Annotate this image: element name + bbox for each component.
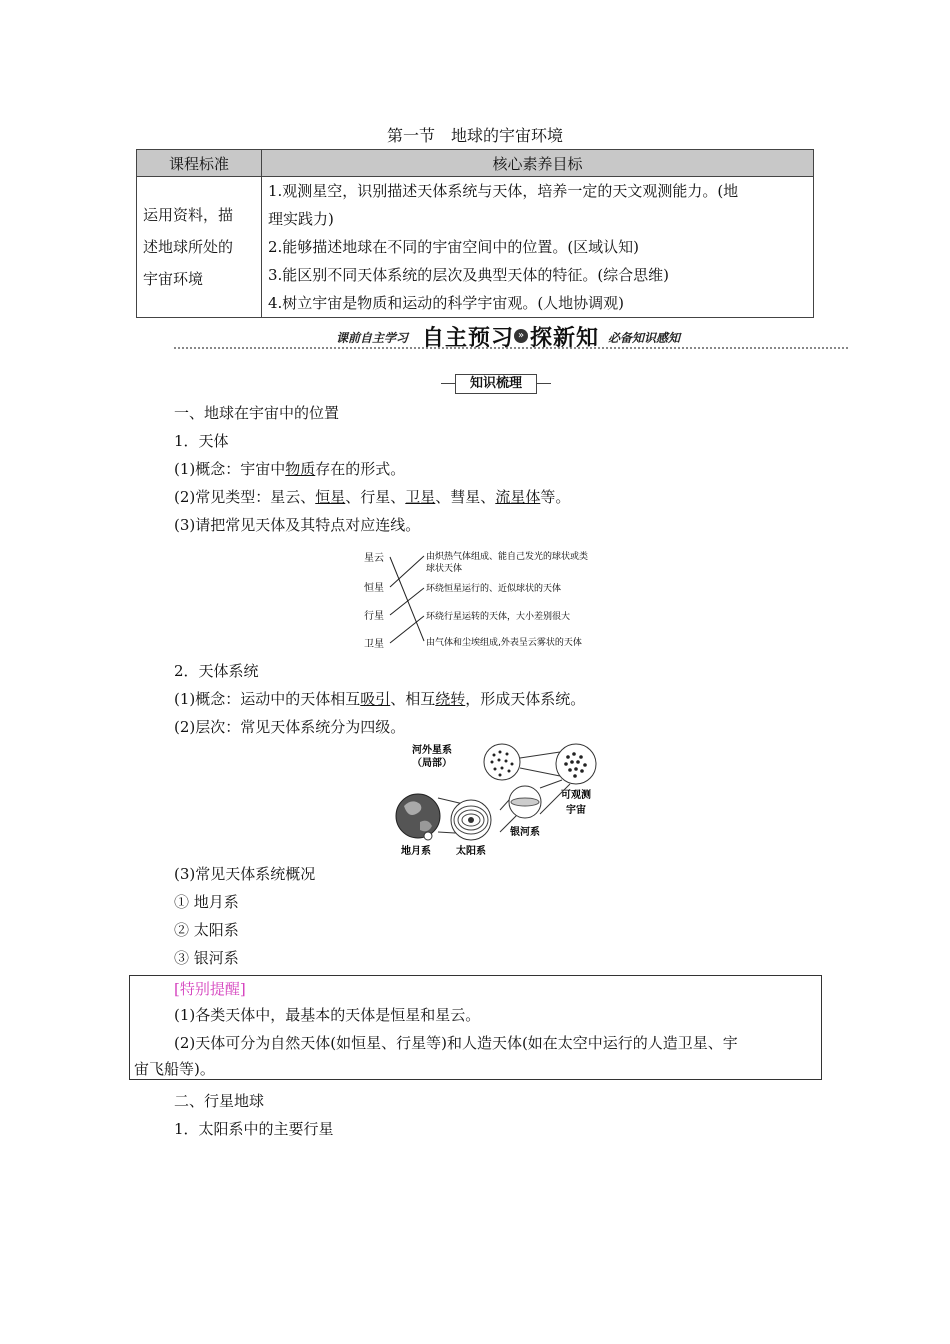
matching-right-label: 环绕恒星运行的、近似球状的天体 (426, 584, 562, 594)
diagram-label: 地月系 (401, 846, 431, 857)
heading-1-2: 2．天体系统 (174, 662, 259, 680)
answer-blank: 吸引 (360, 690, 391, 708)
system-item: ③ 银河系 (174, 949, 239, 967)
knowledge-tag (441, 374, 551, 394)
tip-box (129, 975, 822, 1080)
standard-line: 述地球所处的 (143, 238, 234, 256)
tip-header: [特别提醒] (174, 980, 246, 998)
diagram-label: 太阳系 (456, 846, 486, 857)
goals-cell (262, 177, 814, 318)
banner-arrow-icon: » (514, 329, 528, 343)
standard-line: 宇宙环境 (143, 270, 204, 288)
banner-right-label: 必备知识感知 (608, 331, 681, 345)
system-item: ② 太阳系 (174, 921, 239, 939)
heading-2: 二、行星地球 (174, 1092, 265, 1110)
heading-1-1: 1．天体 (174, 432, 229, 450)
matching-intro: (3)请把常见天体及其特点对应连线。 (174, 516, 421, 534)
text: (1)概念：运动中的天体相互 (174, 690, 361, 708)
diagram-label: 河外星系 (412, 745, 452, 756)
overview-line: (3)常见天体系统概况 (174, 865, 316, 883)
heading-2-1: 1．太阳系中的主要行星 (174, 1120, 334, 1138)
answer-blank: 恒星 (315, 488, 346, 506)
system-item: ① 地月系 (174, 893, 239, 911)
text: (1)概念：宇宙中 (174, 460, 286, 478)
goal-line: 理实践力) (268, 210, 334, 228)
standards-cell (137, 177, 262, 318)
matching-left-label: 星云 (364, 553, 384, 564)
text: 存在的形式。 (315, 460, 406, 478)
answer-blank: 卫星 (405, 488, 436, 506)
system-concept-line (174, 688, 585, 709)
page-title: 第一节 地球的宇宙环境 (386, 126, 563, 145)
matching-diagram (360, 546, 640, 656)
text: 、相互 (390, 690, 436, 708)
text: 、行星、 (345, 488, 406, 506)
banner-left-label: 课前自主学习 (336, 331, 409, 345)
text: 、彗星、 (435, 488, 496, 506)
diagram-label: 银河系 (510, 827, 540, 838)
matching-right-label: 环绕行星运转的天体，大小差别很大 (426, 612, 571, 622)
matching-right-label: 由炽热气体组成、能自己发光的球状或类 (426, 552, 589, 562)
match-line (390, 556, 424, 587)
header-standards: 课程标准 (137, 150, 262, 177)
section-banner (174, 323, 848, 355)
solar-system-icon (451, 800, 491, 840)
diagram-label: 宇宙 (566, 805, 586, 816)
tag-label: 知识梳理 (455, 374, 537, 394)
standard-line: 运用资料，描 (143, 206, 234, 224)
matching-right-label: 球状天体 (426, 564, 463, 574)
matching-left-label: 卫星 (364, 639, 384, 650)
answer-blank: 绕转 (435, 690, 466, 708)
answer-blank: 流星体 (495, 488, 541, 506)
goal-line: 3.能区别不同天体系统的层次及典型天体的特征。(综合思维) (268, 266, 670, 284)
heading-1: 一、地球在宇宙中的位置 (174, 404, 340, 422)
banner-main-left: 自主预习 (422, 326, 515, 351)
earth-icon (396, 794, 440, 840)
tip-line: 宙飞船等)。 (134, 1060, 215, 1078)
galaxy-icon (509, 786, 541, 818)
matching-left-label: 行星 (364, 611, 384, 622)
match-line (390, 588, 424, 615)
text: ，形成天体系统。 (465, 690, 586, 708)
concept-line (174, 458, 405, 479)
galaxy-cluster-icon (484, 744, 520, 780)
diagram-label: （局部） (412, 758, 452, 769)
matching-left-label: 恒星 (364, 583, 384, 594)
system-hierarchy-diagram (390, 740, 600, 860)
matching-right-label: 由气体和尘埃组成,外表呈云雾状的天体 (426, 638, 582, 648)
types-line (174, 486, 570, 507)
goal-line: 2.能够描述地球在不同的宇宙空间中的位置。(区域认知) (268, 238, 640, 256)
diagram-label: 可观测 (561, 790, 591, 801)
banner-main-right: 探新知 (530, 326, 600, 351)
match-line (390, 557, 424, 641)
tip-line: (1)各类天体中，最基本的天体是恒星和星云。 (174, 1006, 481, 1024)
observable-universe-icon (556, 744, 596, 784)
goal-line: 1.观测星空，识别描述天体系统与天体，培养一定的天文观测能力。(地 (268, 182, 739, 200)
text: 等。 (540, 488, 571, 506)
standards-table (136, 149, 814, 318)
matching-lines (390, 556, 424, 643)
text: (2)常见类型：星云、 (174, 488, 316, 506)
tip-line: (2)天体可分为自然天体(如恒星、行星等)和人造天体(如在太空中运行的人造卫星、宇 (174, 1034, 738, 1052)
answer-blank: 物质 (285, 460, 316, 478)
header-goals: 核心素养目标 (262, 150, 814, 177)
goal-line: 4.树立宇宙是物质和运动的科学宇宙观。(人地协调观) (268, 294, 625, 312)
levels-line: (2)层次：常见天体系统分为四级。 (174, 718, 406, 736)
